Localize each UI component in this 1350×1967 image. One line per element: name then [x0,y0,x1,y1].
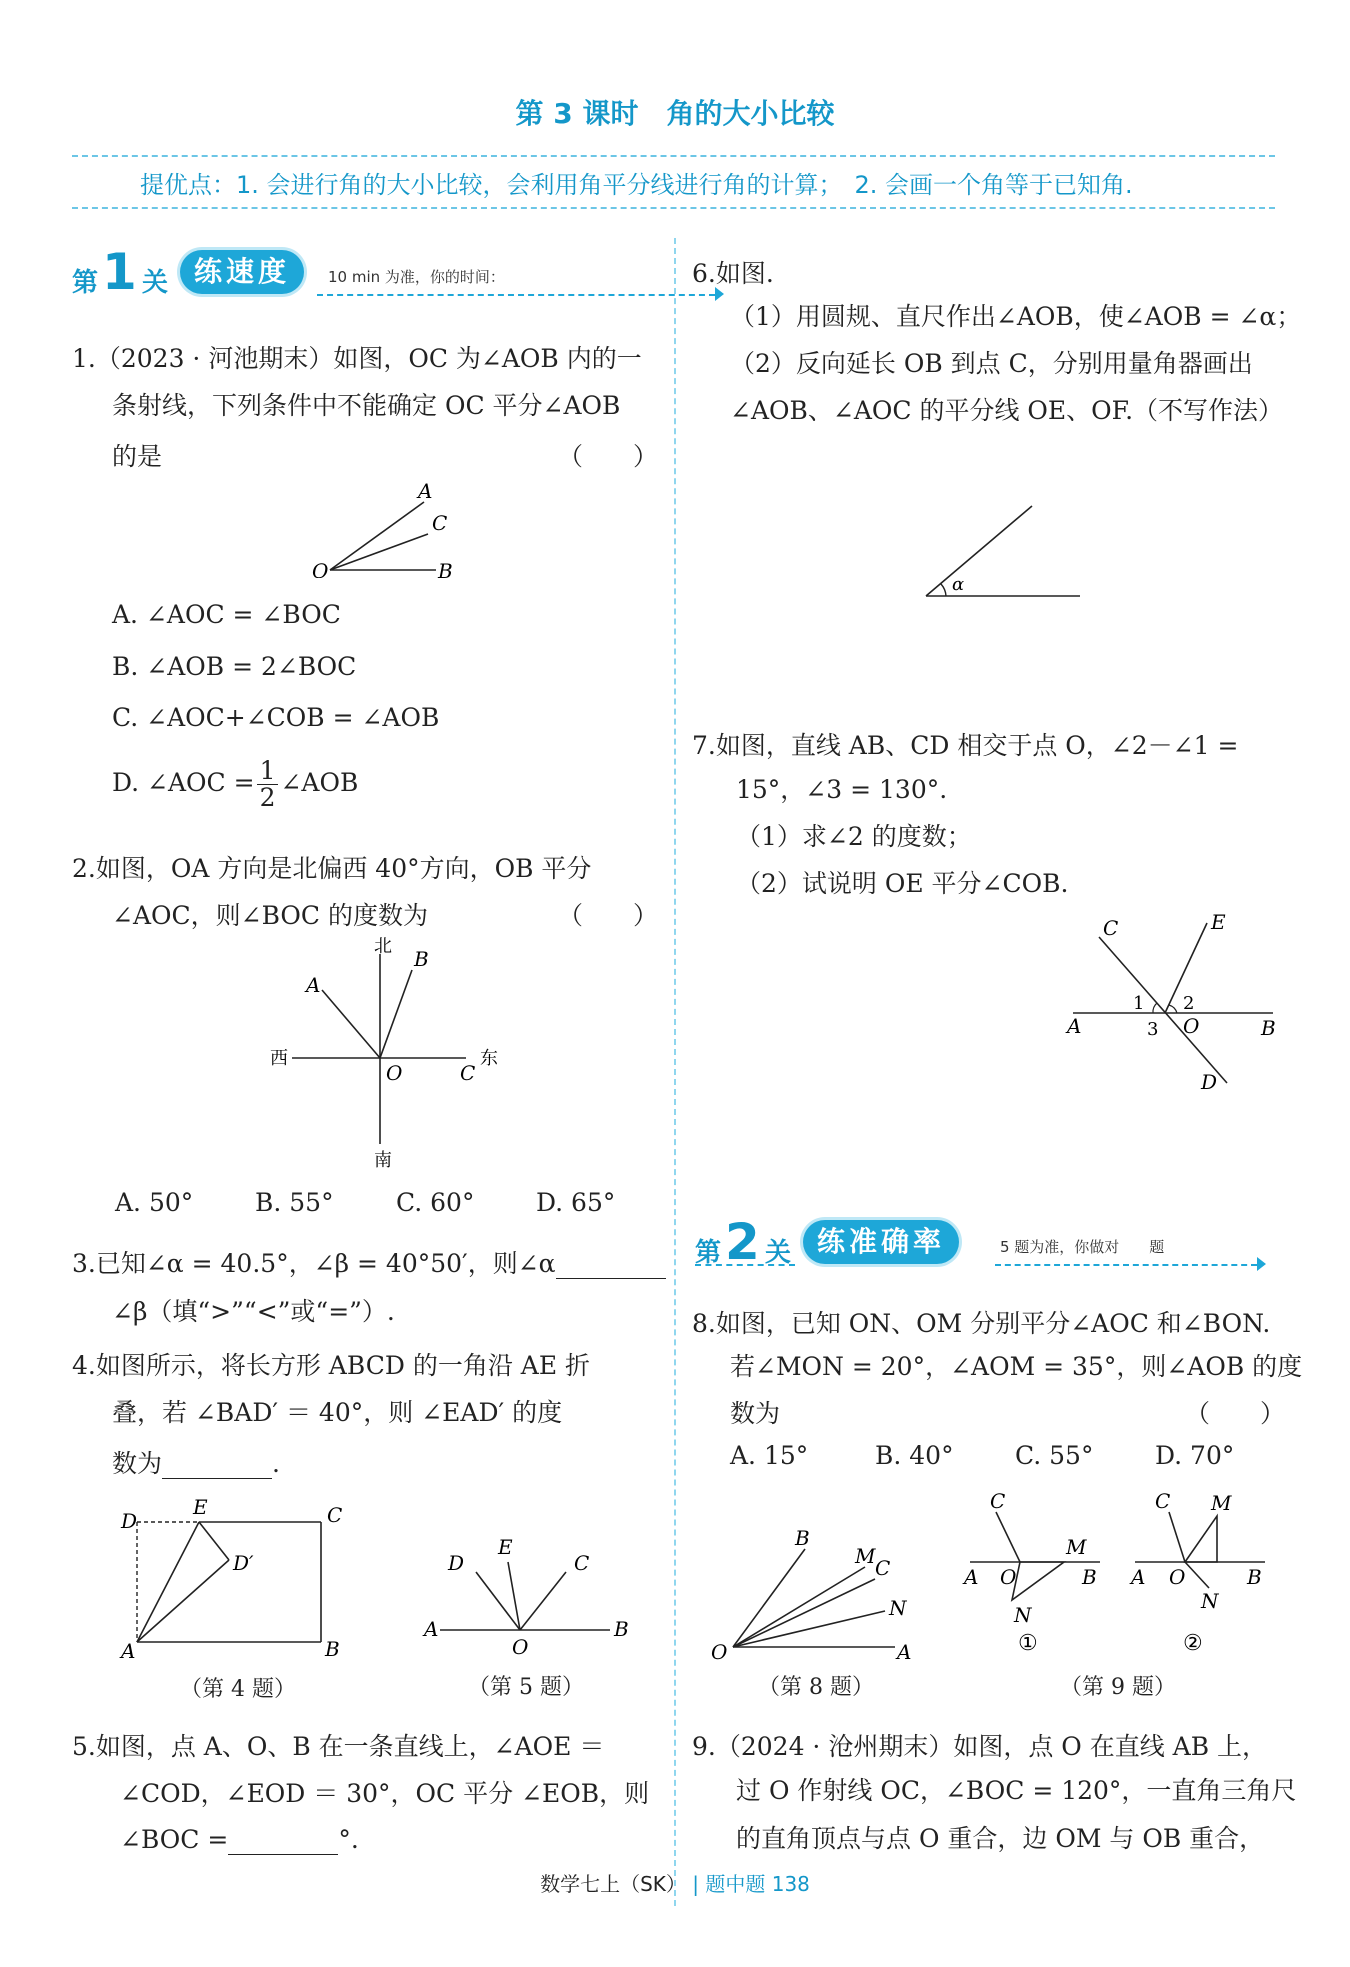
q9-figure-1 [960,1490,1110,1660]
q8-caption: （第 8 题） [758,1675,874,1700]
section-1-pill: 练速度 [180,250,304,294]
q6-line4: ∠AOB、∠AOC 的平分线 OE、OF.（不写作法） [730,396,1284,425]
q8-option-c: C. 55° [1015,1441,1094,1470]
q6-line2: （1）用圆规、直尺作出∠AOB，使∠AOB = ∠α； [730,302,1302,331]
q7-label-D: D [1201,1070,1218,1094]
q1-figure [300,478,470,578]
q2-label-west: 西 [270,1048,288,1069]
footer-separator: | [692,1872,700,1896]
q4-text3: 数为 [112,1449,163,1478]
section-1-dashline [317,294,715,296]
q8-line2: 若∠MON = 20°，∠AOM = 35°，则∠AOB 的度 [730,1352,1303,1381]
q9-f1-label-C: C [990,1490,1006,1513]
q1-line2: 条射线，下列条件中不能确定 OC 平分∠AOB [112,391,621,420]
section-2-dashline-left [695,1264,795,1266]
q8-line1 [692,1300,1270,1348]
q7-label-E: E [1211,910,1226,934]
q7-number: 7. [692,731,716,760]
q2-label-C: C [460,1061,476,1085]
footer-page: 题中题 138 [705,1872,810,1896]
q9-f1-label-N: N [1014,1603,1032,1627]
q2-line2: ∠AOC，则∠BOC 的度数为 [112,901,428,930]
q9-figure-2 [1125,1490,1275,1660]
q7-line2: 15°，∠3 = 130°. [736,775,948,804]
q9-f2-label-A: A [1131,1565,1146,1589]
q1-text1: （2023 · 河池期末）如图，OC 为∠AOB 内的一 [95,344,642,373]
q9-f1-label-O: O [1000,1565,1017,1589]
q7-line3: （1）求∠2 的度数； [736,822,972,851]
section-2-guan: 关 [765,1238,792,1268]
q1-option-d-fraction [257,758,279,811]
q9-f1-mark: ① [1018,1631,1038,1656]
q8-option-a: A. 15° [730,1441,809,1470]
q5-label-O: O [512,1635,529,1659]
column-divider [674,238,676,1906]
q4-label-A: A [121,1639,136,1663]
q3-blank[interactable] [556,1249,666,1279]
q5-caption: （第 5 题） [468,1675,584,1700]
q1-option-a: A. ∠AOC = ∠BOC [112,600,341,629]
q2-figure [262,934,512,1174]
section-1-di: 第 [72,268,99,298]
q4-label-E: E [193,1495,208,1519]
section-1-note: 10 min 为准，你的时间： [328,268,505,286]
q8-option-d: D. 70° [1155,1441,1235,1470]
q9-text1: （2024 · 沧州期末）如图，点 O 在直线 AB 上， [715,1732,1268,1761]
q7-label-2: 2 [1183,993,1195,1014]
section-2-pill: 练准确率 [803,1220,959,1264]
q5-label-A: A [424,1617,439,1641]
q2-line1 [72,845,591,893]
q1-option-d-pre: D. ∠AOC = [112,768,255,797]
page-footer [0,1868,1350,1897]
q5-line3 [120,1825,359,1855]
q5-number: 5. [72,1732,96,1761]
q1-option-d [112,758,358,811]
q2-label-B: B [414,947,429,971]
q2-text1: 如图，OA 方向是北偏西 40°方向，OB 平分 [95,854,592,883]
q7-line1 [692,722,1238,770]
q8-label-B: B [795,1526,810,1550]
q4-number: 4. [72,1351,96,1380]
q8-label-A: A [897,1640,912,1664]
page-title: 第 3 课时 角的大小比较 [515,97,835,130]
q8-option-b: B. 40° [875,1441,954,1470]
q2-label-east: 东 [480,1048,498,1069]
tip-text: 提优点：1. 会进行角的大小比较，会利用角平分线进行角的计算； 2. 会画一个角等于已知角. [140,171,1133,199]
q9-f2-label-O: O [1169,1565,1186,1589]
section-2-header [695,1214,1275,1278]
q5-text1: 如图，点 A、O、B 在一条直线上，∠AOE ＝ [95,1732,605,1761]
q9-line3: 的直角顶点与点 O 重合，边 OM 与 OB 重合， [736,1824,1265,1853]
q4-text1: 如图所示，将长方形 ABCD 的一角沿 AE 折 [95,1351,591,1380]
q8-label-O: O [711,1640,728,1664]
section-2-dashline [995,1264,1257,1266]
q1-line1 [72,335,642,383]
q2-option-a: A. 50° [115,1188,194,1217]
q7-label-1: 1 [1133,993,1145,1014]
section-1-header [72,244,652,308]
q3-text1: 已知∠α = 40.5°，∠β = 40°50′，则∠α [95,1249,556,1278]
q1-line3: 的是 [112,442,163,471]
section-2-arrow-icon [1257,1257,1266,1271]
section-2-di: 第 [695,1238,722,1268]
q1-option-d-post: ∠AOB [280,768,359,797]
tip-box [72,155,1275,209]
q8-label-C: C [875,1556,891,1580]
q9-f2-label-M: M [1211,1491,1232,1515]
q5-line2: ∠COD，∠EOD ＝ 30°，OC 平分 ∠EOB，则 [120,1779,650,1808]
q2-label-north: 北 [374,936,392,957]
q4-label-D: D [121,1509,138,1533]
q3-number: 3. [72,1249,96,1278]
q5-figure [420,1520,640,1670]
q4-end: . [272,1449,280,1478]
q1-label-O: O [312,559,329,578]
q5-blank[interactable] [228,1825,338,1855]
q2-option-d: D. 65° [536,1188,616,1217]
q9-line2: 过 O 作射线 OC，∠BOC = 120°，一直角三角尺 [736,1776,1297,1805]
q2-label-south: 南 [374,1150,392,1171]
q9-line1 [692,1723,1267,1771]
q4-caption: （第 4 题） [180,1677,296,1702]
q9-f2-label-B: B [1247,1565,1262,1589]
q2-option-b: B. 55° [255,1188,334,1217]
q3-line1 [72,1240,666,1288]
q8-answer-paren: （ ） [1185,1399,1286,1428]
section-1-guan: 关 [142,268,169,298]
q8-label-M: M [855,1544,876,1568]
q6-label-alpha: α [952,574,965,595]
q1-fraction-num: 1 [257,758,279,785]
q9-f2-label-N: N [1201,1589,1219,1613]
q4-line2: 叠，若 ∠BAD′ ＝ 40°，则 ∠EAD′ 的度 [112,1398,563,1427]
q1-label-A: A [418,479,433,503]
q5-end: °. [338,1825,359,1854]
q5-line1 [72,1723,604,1771]
q7-text1: 如图，直线 AB、CD 相交于点 O，∠2－∠1 = [715,731,1239,760]
q9-f1-label-M: M [1066,1535,1087,1559]
q4-figure [115,1490,355,1670]
q6-number: 6. [692,259,716,288]
q9-caption: （第 9 题） [1060,1675,1176,1700]
q7-label-3: 3 [1147,1019,1159,1040]
section-2-number: 2 [725,1213,760,1271]
q2-option-c: C. 60° [396,1188,475,1217]
q9-f1-label-B: B [1082,1565,1097,1589]
q7-label-O: O [1183,1014,1200,1038]
q1-label-C: C [432,511,448,535]
q4-blank[interactable] [162,1449,272,1479]
q8-figure [705,1525,925,1665]
q8-text1: 如图，已知 ON、OM 分别平分∠AOC 和∠BON. [715,1309,1271,1338]
q6-line1 [692,250,774,298]
footer-book: 数学七上（SK） [540,1872,686,1896]
section-2-note: 5 题为准，你做对 题 [1000,1238,1165,1256]
q1-option-c: C. ∠AOC+∠COB = ∠AOB [112,703,440,732]
q7-label-A: A [1067,1014,1082,1038]
q2-label-A: A [306,973,321,997]
q1-number: 1. [72,344,96,373]
q4-line1 [72,1342,590,1390]
q5-label-B: B [614,1617,629,1641]
q4-label-C: C [327,1503,343,1527]
q6-line3: （2）反向延长 OB 到点 C，分别用量角器画出 [730,349,1253,378]
q6-text1: 如图. [715,259,774,288]
q2-label-O: O [386,1061,403,1085]
q5-text3: ∠BOC = [120,1825,229,1854]
q8-number: 8. [692,1309,716,1338]
section-1-number: 1 [102,243,137,301]
q9-number: 9. [692,1732,716,1761]
q4-label-Dprime: D′ [233,1551,254,1575]
q5-label-E: E [498,1535,513,1559]
q7-label-C: C [1103,916,1119,940]
q2-answer-paren: （ ） [558,901,659,930]
q9-f1-label-A: A [964,1565,979,1589]
q1-answer-paren: （ ） [558,442,659,471]
q9-f2-mark: ② [1183,1631,1203,1656]
q5-label-D: D [448,1551,465,1575]
q1-fraction-den: 2 [259,783,276,812]
q4-line3 [112,1444,280,1480]
q7-figure [1055,905,1285,1105]
q1-option-b: B. ∠AOB = 2∠BOC [112,652,357,681]
q9-f2-label-C: C [1155,1490,1171,1513]
q6-figure [910,498,1090,608]
q8-line3: 数为 [730,1399,781,1428]
q4-label-B: B [325,1637,340,1661]
q5-label-C: C [574,1551,590,1575]
q2-number: 2. [72,854,96,883]
q8-label-N: N [889,1596,907,1620]
q3-line2: ∠β（填“>”“<”或“=”）. [112,1297,395,1326]
q1-label-B: B [438,559,453,578]
q7-line4: （2）试说明 OE 平分∠COB. [736,869,1069,898]
q7-label-B: B [1261,1016,1276,1040]
